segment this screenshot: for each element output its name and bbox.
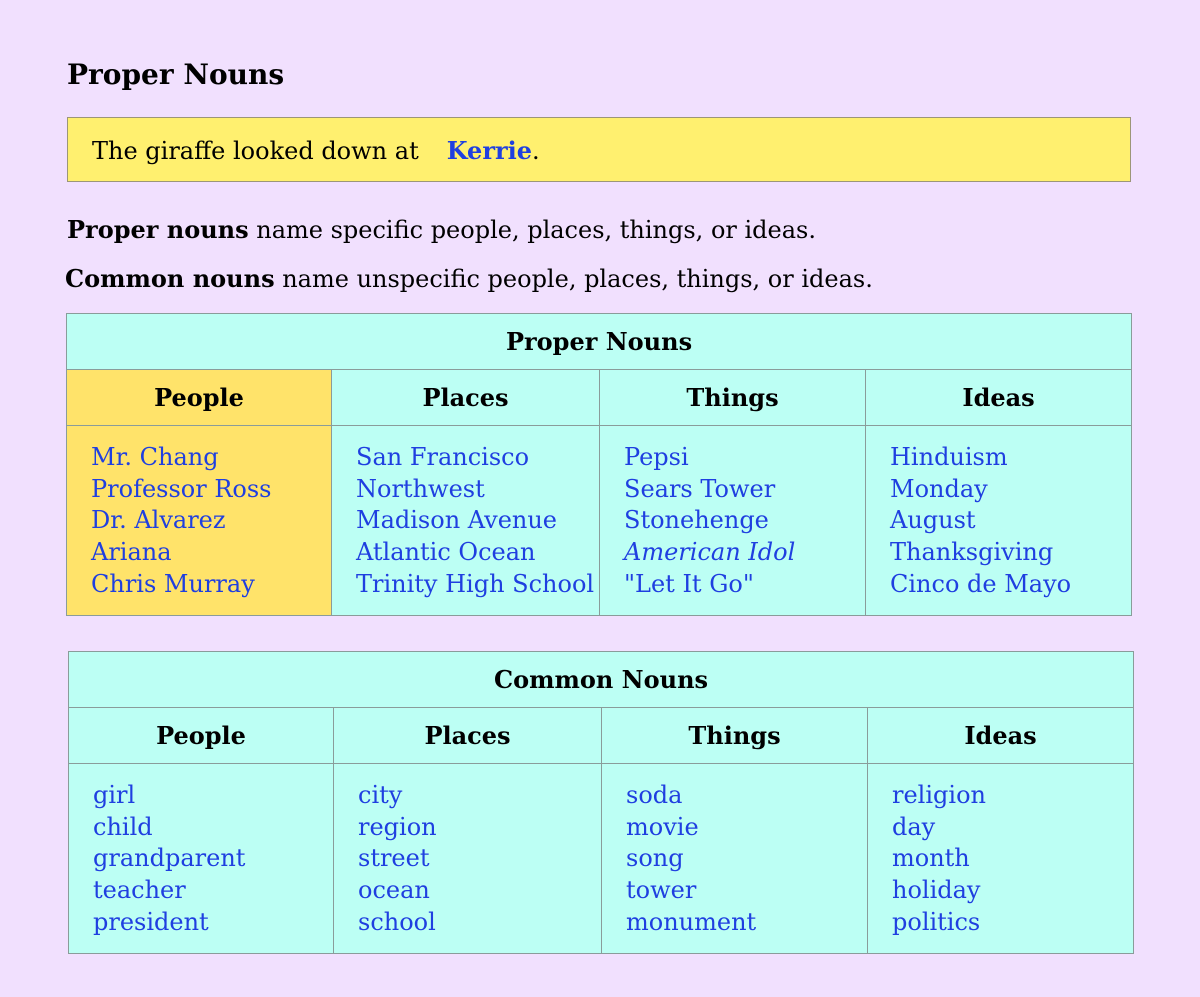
common-column-header-things: Things [602, 708, 868, 764]
list-item: girl [93, 781, 136, 809]
list-item: region [358, 812, 437, 841]
list-item: religion [892, 781, 986, 809]
example-proper-noun: Kerrie [446, 136, 532, 165]
common-table-title: Common Nouns [69, 652, 1134, 708]
list-item: president [93, 907, 209, 936]
proper-nouns-table [66, 313, 1132, 616]
list-item: teacher [93, 876, 186, 905]
proper-column-header-things: Things [600, 370, 866, 426]
list-item: Hinduism [890, 443, 1008, 471]
proper-column-header-people: People [67, 370, 332, 426]
common-column-header-places: Places [334, 708, 602, 764]
list-item: politics [892, 907, 981, 936]
list-item: Sears Tower [624, 474, 776, 503]
example-sentence-box [67, 117, 1131, 182]
list-item: Pepsi [624, 443, 689, 471]
list-item: day [892, 812, 936, 841]
list-item: school [358, 907, 436, 936]
list-item: tower [626, 876, 697, 905]
list-item: city [358, 781, 403, 809]
list-item: Ariana [91, 538, 172, 567]
list-item: San Francisco [356, 443, 530, 471]
example-sentence-text: The giraffe looked down at [92, 137, 419, 165]
list-item: Professor Ross [91, 474, 272, 503]
common-noun-definition-text: name unspecific people, places, things, or ideas. [274, 265, 873, 293]
proper-table-title: Proper Nouns [67, 314, 1132, 370]
list-item: Madison Avenue [356, 506, 558, 535]
list-item: movie [626, 812, 699, 841]
common-nouns-table [68, 651, 1134, 954]
list-item: street [358, 844, 430, 873]
list-item: ocean [358, 876, 430, 905]
page-title: Proper Nouns [67, 58, 285, 91]
proper-column-header-places: Places [332, 370, 600, 426]
list-item: Northwest [356, 474, 485, 503]
list-item: American Idol [624, 538, 796, 567]
proper-people-cell [67, 426, 332, 616]
proper-noun-definition [67, 214, 816, 246]
common-people-cell [69, 764, 334, 954]
list-item: Mr. Chang [91, 443, 219, 471]
list-item: month [892, 844, 970, 873]
example-sentence [92, 118, 540, 184]
list-item: soda [626, 781, 683, 809]
common-noun-term: Common nouns [65, 264, 275, 293]
list-item: Trinity High School [356, 569, 595, 598]
list-item: Monday [890, 474, 988, 503]
list-item: "Let It Go" [624, 569, 754, 598]
proper-column-header-ideas: Ideas [866, 370, 1132, 426]
list-item: Atlantic Ocean [356, 538, 536, 567]
common-things-cell [602, 764, 868, 954]
common-column-header-people: People [69, 708, 334, 764]
list-item: child [93, 812, 153, 841]
common-column-header-ideas: Ideas [868, 708, 1134, 764]
example-sentence-end: . [532, 137, 540, 165]
list-item: holiday [892, 876, 981, 905]
list-item: Dr. Alvarez [91, 506, 226, 535]
list-item: Stonehenge [624, 506, 769, 535]
proper-places-cell [332, 426, 600, 616]
proper-noun-definition-text: name specific people, places, things, or ideas. [248, 216, 816, 244]
list-item: Chris Murray [91, 569, 255, 598]
common-ideas-cell [868, 764, 1134, 954]
common-noun-definition [65, 263, 873, 295]
list-item: Cinco de Mayo [890, 569, 1072, 598]
proper-noun-term: Proper nouns [67, 215, 249, 244]
proper-ideas-cell [866, 426, 1132, 616]
list-item: song [626, 844, 684, 873]
common-places-cell [334, 764, 602, 954]
list-item: August [890, 506, 976, 535]
list-item: monument [626, 907, 757, 936]
proper-things-cell [600, 426, 866, 616]
list-item: grandparent [93, 844, 246, 873]
list-item: Thanksgiving [890, 538, 1054, 567]
